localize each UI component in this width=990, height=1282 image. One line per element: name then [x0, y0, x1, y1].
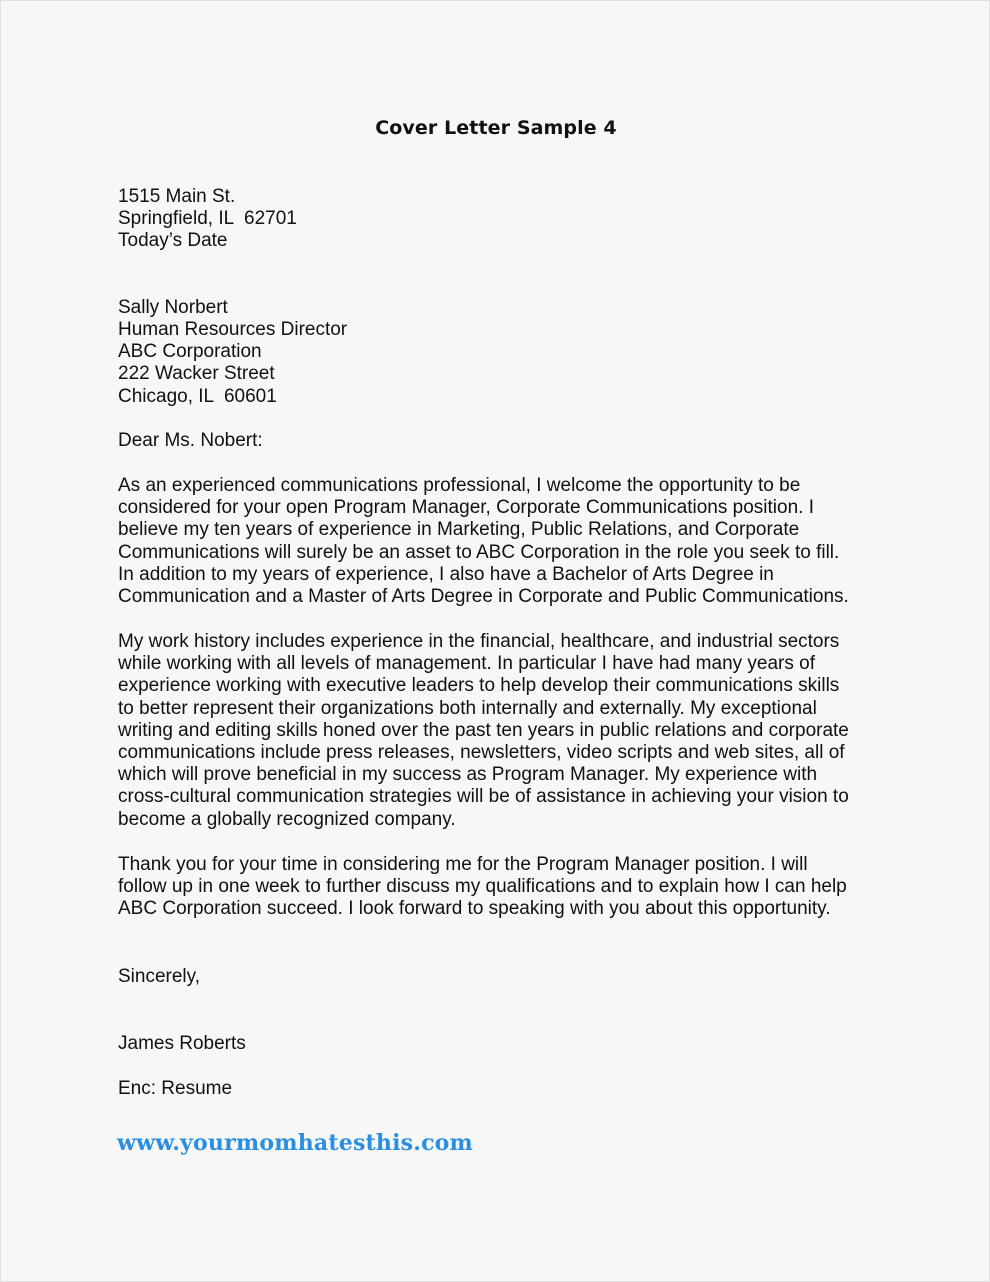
paragraph-line: writing and editing skills honed over the past ten years in public relations and corporate: [118, 719, 849, 741]
recipient-name: Sally Norbert: [118, 297, 228, 318]
paragraph-line: cross-cultural communication strategies will be of assistance in achieving your vision to: [118, 786, 849, 808]
paragraph-line: considered for your open Program Manager, Corporate Communications position. I: [118, 497, 814, 519]
paragraph-line: communications include press releases, newsletters, video scripts and web sites, all of: [118, 742, 845, 764]
recipient-company: ABC Corporation: [118, 341, 262, 362]
paragraph-line: In addition to my years of experience, I also have a Bachelor of Arts Degree in: [118, 563, 774, 585]
paragraph-3: [118, 854, 847, 921]
paragraph-1: [118, 475, 849, 608]
signature-name: James Roberts: [118, 1033, 246, 1054]
paragraph-line: Communications will surely be an asset to ABC Corporation in the role you seek to fill.: [118, 541, 840, 563]
paragraph-line: My work history includes experience in the financial, healthcare, and industrial sectors: [118, 631, 840, 652]
paragraph-line: follow up in one week to further discuss my qualifications and to explain how I can help: [118, 876, 847, 898]
recipient-street: 222 Wacker Street: [118, 363, 275, 384]
paragraph-line: become a globally recognized company.: [118, 808, 456, 830]
paragraph-line: Communication and a Master of Arts Degree in Corporate and Public Communications.: [118, 586, 849, 608]
paragraph-line: Thank you for your time in considering me for the Program Manager position. I will: [118, 854, 808, 875]
website-link[interactable]: www.yourmomhatesthis.com: [117, 1130, 474, 1156]
salutation: Dear Ms. Nobert:: [118, 430, 263, 451]
paragraph-line: believe my ten years of experience in Marketing, Public Relations, and Corporate: [118, 519, 800, 541]
paragraph-line: experience working with executive leaders to help develop their communications skills: [118, 675, 840, 697]
paragraph-line: which will prove beneficial in my success as Program Manager. My experience with: [118, 764, 818, 786]
closing: Sincerely,: [118, 966, 201, 987]
paragraph-line: while working with all levels of management. In particular I have had many years of: [118, 653, 816, 675]
paragraph-2: [118, 631, 849, 831]
sender-street: 1515 Main St.: [118, 186, 236, 207]
sender-city: Springfield, IL 62701: [118, 208, 297, 229]
recipient-city: Chicago, IL 60601: [118, 386, 277, 407]
paragraph-line: ABC Corporation succeed. I look forward to speaking with you about this opportunity.: [118, 898, 831, 920]
enclosure-note: Enc: Resume: [118, 1078, 233, 1099]
letter-date: Today’s Date: [118, 230, 228, 251]
recipient-position: Human Resources Director: [118, 319, 348, 340]
paragraph-line: to better represent their organizations both internally and externally. My exceptional: [118, 697, 817, 719]
paragraph-line: As an experienced communications professional, I welcome the opportunity to be: [118, 475, 801, 496]
document-title: Cover Letter Sample 4: [375, 117, 617, 139]
